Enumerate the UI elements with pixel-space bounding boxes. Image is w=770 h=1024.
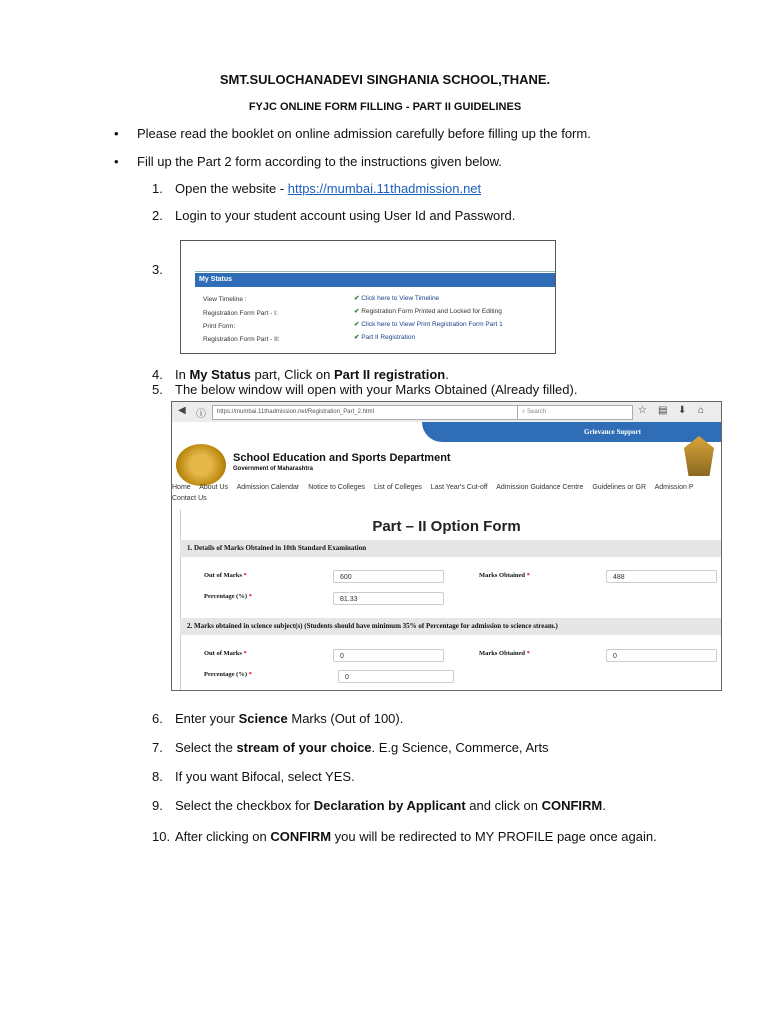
step-text: . E.g Science, Commerce, Arts — [371, 740, 549, 755]
bullet-symbol: • — [114, 154, 119, 169]
step-9 — [152, 798, 606, 813]
step-6 — [152, 711, 403, 726]
step-number: 9. — [152, 798, 163, 813]
status-value[interactable] — [354, 294, 439, 302]
science-out-of-marks-input[interactable]: 0 — [333, 649, 444, 662]
status-value-text: Click here to View Timeline — [361, 295, 440, 302]
status-label: Registration Form Part - I: — [203, 310, 278, 317]
science-percentage-input[interactable]: 0 — [338, 670, 454, 683]
marks-obtained-label — [479, 572, 530, 579]
step-text: If you want Bifocal, select YES. — [175, 769, 355, 784]
section-2-header: 2. Marks obtained in science subject(s) (Students should have minimum 35% of Percentage for admission to science stream.) — [180, 618, 721, 635]
back-icon[interactable]: ◀ — [178, 405, 186, 416]
step-2 — [152, 208, 515, 223]
status-label: Print Form: — [203, 323, 236, 330]
step-text: Login to your student account using User Id and Password. — [175, 208, 516, 223]
label-text: Marks Obtained — [479, 650, 526, 657]
step-3 — [152, 262, 175, 277]
step-text: Select the — [175, 740, 237, 755]
school-title: SMT.SULOCHANADEVI SINGHANIA SCHOOL,THANE. — [219, 72, 551, 87]
check-icon: ✔ — [354, 308, 360, 315]
out-of-marks-input[interactable]: 600 — [333, 570, 444, 583]
nav-item[interactable]: Last Year's Cut-off — [430, 484, 488, 491]
label-text: Marks Obtained — [479, 572, 526, 579]
department-name: School Education and Sports Department — [233, 452, 451, 464]
step-bold: Science — [238, 711, 288, 726]
my-status-screenshot — [180, 240, 556, 354]
marks-obtained-input[interactable]: 488 — [606, 570, 717, 583]
government-name: Government of Maharashtra — [233, 466, 314, 472]
status-label: Registration Form Part - II: — [203, 336, 280, 343]
label-text: Out of Marks — [204, 650, 242, 657]
site-nav — [172, 484, 721, 491]
nav-item[interactable]: Home — [172, 484, 191, 491]
required-marker: * — [526, 650, 530, 657]
step-1 — [152, 181, 481, 196]
step-number: 6. — [152, 711, 163, 726]
step-text: part, Click on — [250, 367, 334, 382]
nav-item[interactable]: List of Colleges — [373, 484, 422, 491]
search-icon: ⌕ — [522, 409, 526, 415]
reader-icon[interactable]: ▤ — [658, 405, 668, 416]
nav-item[interactable]: Admission P — [654, 484, 694, 491]
browser-screenshot — [171, 401, 722, 691]
label-text: Percentage (%) — [204, 671, 248, 678]
step-text: and click on — [465, 798, 542, 813]
science-percentage-label — [204, 671, 252, 678]
step-text: Open the website - — [175, 181, 288, 196]
step-text: Marks (Out of 100). — [287, 711, 404, 726]
nav-item[interactable]: Admission Calendar — [236, 484, 300, 491]
required-marker: * — [248, 671, 252, 678]
bullet-text: Fill up the Part 2 form according to the instructions given below. — [137, 154, 502, 169]
status-value-text: Click here to View/ Print Registration Form Part 1 — [361, 321, 503, 328]
step-number: 3. — [152, 262, 163, 277]
step-text: . — [602, 798, 606, 813]
required-marker: * — [526, 572, 530, 579]
step-7 — [152, 740, 549, 755]
status-label: View Timeline : — [203, 296, 247, 303]
step-bold: Part II registration — [333, 367, 446, 382]
search-input[interactable] — [517, 405, 633, 420]
step-text: The below window will open with your Marks Obtained (Already filled). — [175, 382, 578, 397]
grievance-link[interactable]: Grievance Support — [422, 422, 721, 442]
browser-toolbar — [172, 402, 721, 423]
check-icon: ✔ — [354, 321, 360, 328]
maharashtra-seal-icon — [176, 444, 226, 486]
download-icon[interactable]: ⬇ — [678, 405, 687, 416]
national-emblem-icon — [684, 436, 714, 476]
divider — [195, 271, 555, 272]
out-of-marks-label — [204, 572, 247, 579]
bullet-symbol: • — [114, 126, 119, 141]
step-bold: My Status — [189, 367, 251, 382]
step-5 — [152, 382, 577, 397]
guidelines-subtitle: FYJC ONLINE FORM FILLING - PART II GUIDELINES — [248, 101, 522, 113]
my-status-header: My Status — [195, 273, 555, 287]
step-number: 2. — [152, 208, 163, 223]
home-icon[interactable]: ⌂ — [698, 405, 705, 416]
nav-item[interactable]: Notice to Colleges — [308, 484, 366, 491]
step-number: 1. — [152, 181, 163, 196]
section-1-header: 1. Details of Marks Obtained in 10th Standard Examination — [180, 540, 721, 557]
check-icon: ✔ — [354, 295, 360, 302]
website-link[interactable]: https://mumbai.11thadmission.net — [287, 181, 482, 196]
percentage-label — [204, 593, 252, 600]
label-text: Out of Marks — [204, 572, 242, 579]
science-marks-obtained-input[interactable]: 0 — [606, 649, 717, 662]
required-marker: * — [243, 572, 247, 579]
step-bold: CONFIRM — [270, 829, 332, 844]
nav-item[interactable]: About Us — [199, 484, 229, 491]
step-number: 8. — [152, 769, 163, 784]
step-bold: CONFIRM — [541, 798, 603, 813]
info-icon[interactable]: ⓘ — [196, 409, 206, 420]
required-marker: * — [248, 593, 252, 600]
step-text: After clicking on — [175, 829, 271, 844]
part-ii-registration-link[interactable] — [354, 333, 415, 341]
label-text: Percentage (%) — [204, 593, 248, 600]
step-bold: stream of your choice — [236, 740, 372, 755]
status-value-text: Part II Registration — [361, 334, 416, 341]
star-icon[interactable]: ☆ — [638, 405, 647, 416]
step-text: . — [445, 367, 449, 382]
step-number: 10. — [152, 829, 171, 844]
science-out-of-marks-label — [204, 650, 247, 657]
step-10 — [152, 829, 657, 844]
step-text: Select the checkbox for — [175, 798, 314, 813]
status-value[interactable] — [354, 320, 503, 328]
step-number: 7. — [152, 740, 163, 755]
science-marks-obtained-label — [479, 650, 530, 657]
step-4 — [152, 367, 449, 382]
url-bar[interactable]: https://mumbai.11thadmission.net/Registration_Part_2.html — [212, 405, 518, 420]
required-marker: * — [243, 650, 247, 657]
step-text: Enter your — [175, 711, 239, 726]
form-panel — [180, 510, 722, 690]
nav-item[interactable]: Admission Guidance Centre — [496, 484, 584, 491]
step-8 — [152, 769, 355, 784]
bullet-text: Please read the booklet on online admission carefully before filling up the form. — [137, 126, 591, 141]
nav-item-contact[interactable]: Contact Us — [172, 495, 207, 502]
step-bold: Declaration by Applicant — [313, 798, 466, 813]
step-number: 4. — [152, 367, 163, 382]
search-placeholder: Search — [527, 409, 547, 415]
step-number: 5. — [152, 382, 163, 397]
nav-item[interactable]: Guidelines or GR — [592, 484, 647, 491]
percentage-input[interactable]: 81.33 — [333, 592, 444, 605]
step-text: In — [175, 367, 190, 382]
status-value — [354, 307, 502, 315]
status-value-text: Registration Form Printed and Locked for Editing — [361, 308, 502, 315]
form-title: Part – II Option Form — [372, 518, 521, 535]
check-icon: ✔ — [354, 334, 360, 341]
step-text: you will be redirected to MY PROFILE page once again. — [331, 829, 657, 844]
